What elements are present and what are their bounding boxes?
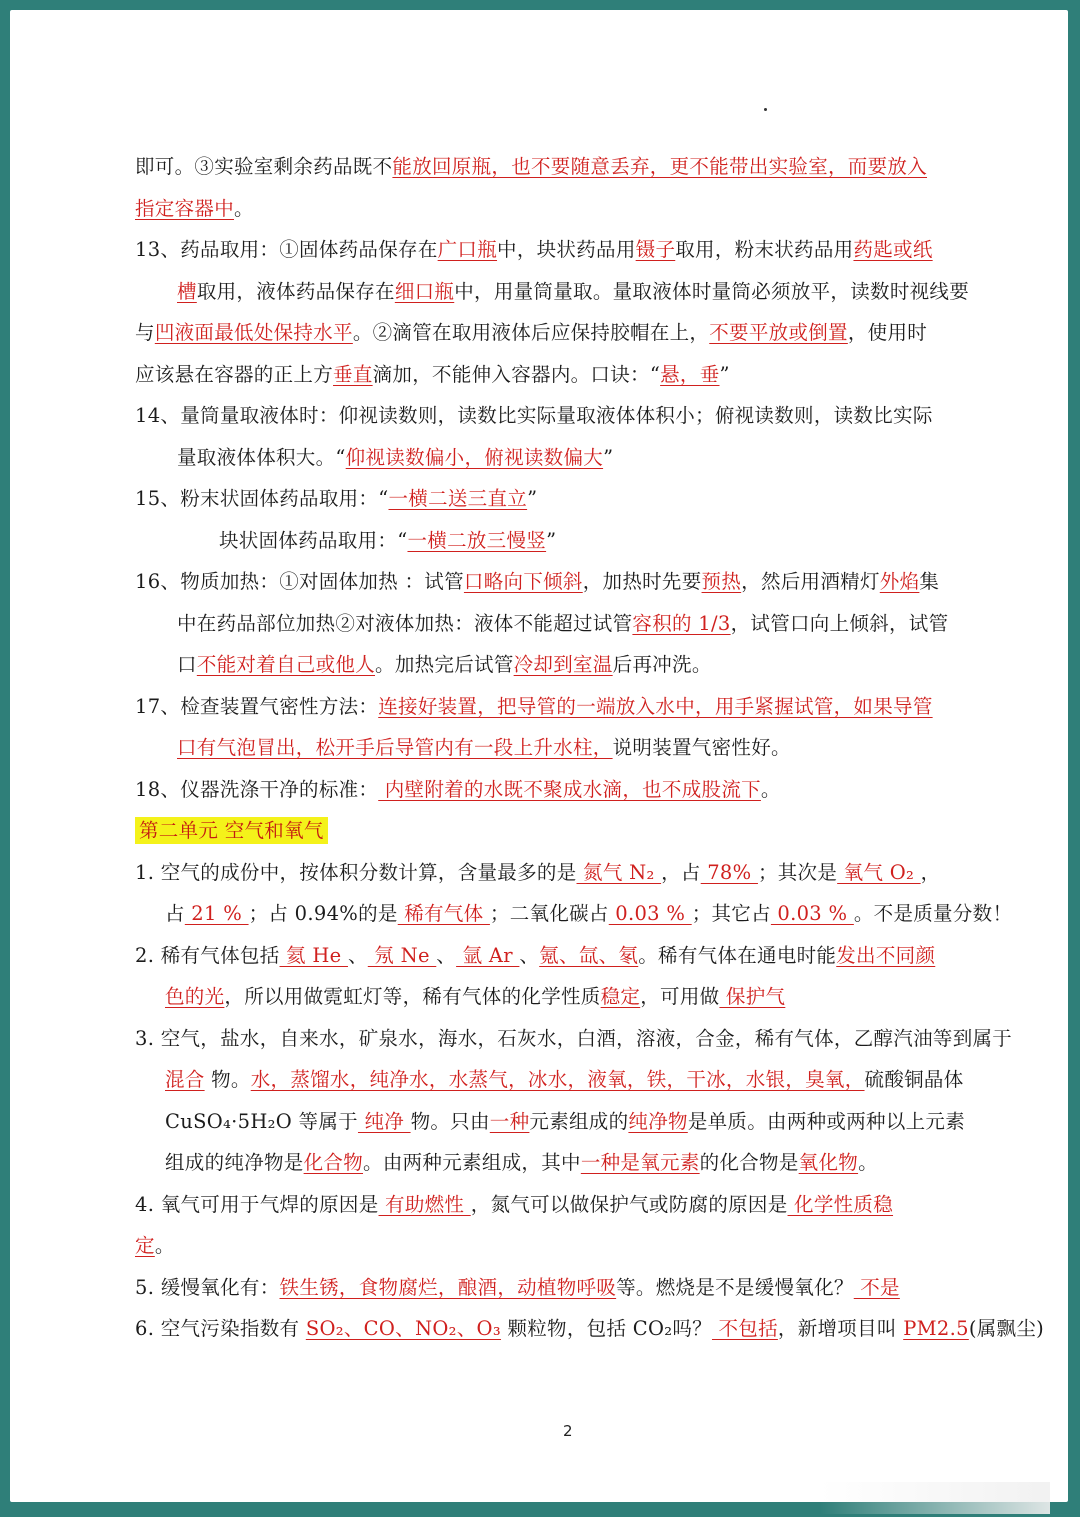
body-text: 。: [234, 196, 254, 220]
body-text: 与: [135, 321, 155, 344]
body-text: ，试管口向上倾斜，试管: [730, 611, 949, 635]
body-text: ，新增项目叫: [777, 1317, 904, 1340]
text-line: [135, 188, 1005, 230]
text-line: [135, 395, 1005, 437]
body-text: 。: [154, 1234, 175, 1257]
body-text: ”: [546, 528, 557, 552]
answer-text: 广口瓶: [437, 238, 498, 261]
answer-text: 悬，垂: [660, 362, 720, 386]
answer-text: 稳定: [600, 985, 641, 1008]
text-line: [135, 354, 1005, 396]
body-text: ；占 0.94%的是: [248, 902, 398, 925]
body-text: ；其它占: [691, 902, 771, 925]
body-text: 组成的纯净物是: [165, 1151, 304, 1174]
text-line: [135, 1184, 1005, 1226]
body-text: 。: [760, 777, 781, 801]
answer-text: 发出不同颜: [836, 943, 936, 967]
body-text: ”: [527, 487, 538, 510]
body-text: 。稀有气体在通电时能: [638, 943, 837, 967]
body-text: 的化合物是: [699, 1151, 799, 1174]
body-text: 、: [436, 943, 457, 967]
body-text: 1. 空气的成份中，按体积分数计算，含量最多的是: [135, 860, 577, 884]
answer-text: 连接好装置，把导管的一端放入水中，用手紧握试管，如果导管: [378, 694, 933, 718]
body-text: 17、检查装置气密性方法：: [135, 694, 379, 718]
watermark-fade: [820, 1482, 1050, 1514]
body-text: 物。: [204, 1068, 251, 1091]
answer-text: SO₂、CO、NO₂、O₃: [305, 1317, 501, 1340]
text-line: [135, 520, 1005, 562]
text-line: [135, 686, 1005, 728]
text-line: [135, 1142, 1005, 1184]
text-line: [135, 852, 1005, 894]
body-text: 中，块状药品用: [497, 238, 636, 261]
answer-text: 氧化物: [798, 1151, 859, 1174]
text-line: [135, 769, 1005, 811]
answer-text: 口有气泡冒出，松开手后导管内有一段上升水柱，: [177, 736, 613, 759]
answer-text: 药匙或纸: [853, 238, 933, 261]
answer-text: 一横二放三慢竖: [407, 528, 547, 552]
body-text: 。加热完后试管: [375, 653, 514, 676]
body-text: ”: [603, 445, 614, 469]
text-line: [135, 1267, 1005, 1309]
text-line: [135, 935, 1005, 977]
answer-text: 定: [135, 1234, 155, 1257]
answer-text: 铁生锈，食物腐烂，酿酒，动植物呼吸: [279, 1275, 617, 1299]
body-text: 。②滴管在取用液体后应保持胶帽在上，: [352, 321, 710, 344]
answer-text: 色的光: [165, 985, 225, 1008]
body-text: 2. 稀有气体包括: [135, 943, 280, 967]
answer-text: 78%: [700, 860, 758, 884]
answer-text: 垂直: [333, 362, 373, 386]
text-line: [135, 603, 1005, 645]
page-number: 2: [563, 1422, 573, 1440]
body-text: CuSO₄·5H₂O 等属于: [165, 1109, 358, 1133]
body-text: ，然后用酒精灯: [741, 570, 880, 593]
body-text: 是单质。由两种或两种以上元素: [687, 1109, 966, 1133]
answer-text: 化合物: [303, 1151, 364, 1174]
body-text: 占: [165, 902, 185, 925]
text-line: [135, 1018, 1013, 1060]
answer-text: 稀有气体: [397, 902, 490, 925]
document-page: [10, 10, 1068, 1502]
text-line: [135, 976, 1005, 1018]
body-text: 取用，粉末状药品用: [675, 238, 854, 261]
body-text: ；其次是: [757, 860, 838, 884]
body-text: 滴加，不能伸入容器内。口诀：“: [372, 362, 661, 386]
section-heading-line: [135, 810, 1005, 852]
body-text: 14、量筒量取液体时：仰视读数则，读数比实际量取液体体积小；俯视读数则，读数比实际: [135, 404, 933, 427]
answer-text: 0.03 %: [608, 902, 692, 925]
text-line: [135, 1059, 1005, 1101]
text-line: [135, 146, 1005, 188]
text-line: [135, 271, 1005, 313]
answer-text: PM2.5: [903, 1317, 969, 1340]
section-heading: 第二单元 空气和氧气: [135, 817, 328, 844]
answer-text: 氖 Ne: [367, 943, 437, 967]
answer-text: 氩 Ar: [456, 943, 520, 967]
body-text: 3. 空气，盐水，自来水，矿泉水，海水，石灰水，白酒，溶液，合金，稀有气体，乙醇汽油等到属于: [135, 1026, 1013, 1050]
answer-text: 一种: [489, 1109, 530, 1133]
answer-text: 不能对着自己或他人: [196, 653, 376, 676]
answer-text: 细口瓶: [394, 279, 455, 303]
answer-text: 纯净: [357, 1109, 411, 1133]
body-text: 说明装置气密性好。: [612, 736, 791, 759]
text-line: [135, 312, 1005, 354]
body-text: 。不是质量分数！: [853, 902, 1013, 925]
answer-text: 21 %: [184, 902, 249, 925]
answer-text: 一横二送三直立: [388, 487, 528, 510]
body-text: 、: [519, 943, 540, 967]
text-line: [135, 229, 1005, 271]
body-text: 即可。③实验室剩余药品既不: [135, 155, 393, 178]
body-text: 。由两种元素组成，其中: [363, 1151, 581, 1174]
answer-text: 容积的 1/3: [632, 611, 731, 635]
body-text: 5. 缓慢氧化有：: [135, 1275, 280, 1299]
page-content: [135, 146, 1045, 1350]
answer-text: 仰视读数偏小，俯视读数偏大: [345, 445, 604, 469]
body-text: ，所以用做霓虹灯等，稀有气体的化学性质: [224, 985, 601, 1008]
body-text: 等。燃烧是不是缓慢氧化？: [616, 1275, 854, 1299]
body-text: 中，用量筒量取。量取液体时量筒必须放平，读数时视线要: [454, 279, 970, 303]
answer-text: 有助燃性: [378, 1192, 471, 1216]
answer-text: 槽: [177, 279, 197, 303]
body-text: 4. 氧气可用于气焊的原因是: [135, 1192, 379, 1216]
body-text: ，占: [661, 860, 701, 884]
body-text: 、: [347, 943, 368, 967]
body-text: 元素组成的: [529, 1109, 629, 1133]
answer-text: 能放回原瓶，也不要随意丢弃，更不能带出实验室，而要放入: [392, 155, 928, 178]
answer-text: 镊子: [635, 238, 676, 261]
text-line: [135, 561, 1005, 603]
body-text: 颗粒物，包括 CO₂吗？: [500, 1317, 712, 1340]
body-text: 13、药品取用：①固体药品保存在: [135, 238, 438, 261]
answer-text: 一种是氧元素: [580, 1151, 700, 1174]
body-text: 口: [177, 653, 197, 676]
body-text: 6. 空气污染指数有: [135, 1317, 306, 1340]
body-text: 16、物质加热：①对固体加热 ：试管: [135, 570, 464, 593]
text-line: [135, 1101, 1005, 1143]
answer-text: 预热: [701, 570, 742, 593]
stray-mark: [764, 108, 767, 111]
answer-text: 不包括: [711, 1317, 778, 1340]
answer-text: 纯净物: [628, 1109, 688, 1133]
answer-text: 冷却到室温: [513, 653, 613, 676]
answer-text: 化学性质稳: [787, 1192, 894, 1216]
body-text: 后再冲洗。: [612, 653, 712, 676]
text-line: [135, 1308, 1045, 1350]
body-text: ，加热时先要: [582, 570, 702, 593]
text-line: [135, 727, 1005, 769]
body-text: 块状固体药品取用：“: [219, 528, 408, 552]
answer-text: 氧气 O₂: [837, 860, 921, 884]
answer-text: 水，蒸馏水，纯净水，水蒸气，冰水，液氧，铁，干冰，水银，臭氧，: [250, 1068, 865, 1091]
answer-text: 外焰: [879, 570, 920, 593]
body-text: ，使用时: [847, 321, 928, 344]
answer-text: 不是: [853, 1275, 900, 1299]
answer-text: 保护气: [719, 985, 786, 1008]
answer-text: 不要平放或倒置: [709, 321, 848, 344]
body-text: ”: [719, 362, 730, 386]
body-text: 中在药品部位加热②对液体加热：液体不能超过试管: [177, 611, 633, 635]
body-text: 15、粉末状固体药品取用：“: [135, 487, 389, 510]
answer-text: 氪、氙、氡: [539, 943, 639, 967]
body-text: 应该悬在容器的正上方: [135, 362, 334, 386]
answer-text: 混合: [165, 1068, 205, 1091]
body-text: (属飘尘): [968, 1317, 1045, 1340]
body-text: 量取液体体积大。“: [177, 445, 346, 469]
body-text: 集: [919, 570, 940, 593]
text-line: [135, 478, 1005, 520]
body-text: ，可用做: [640, 985, 720, 1008]
body-text: ，: [920, 860, 941, 884]
answer-text: 氦 He: [279, 943, 348, 967]
answer-text: 凹液面最低处保持水平: [154, 321, 353, 344]
body-text: 。: [858, 1151, 878, 1174]
body-text: 取用，液体药品保存在: [196, 279, 395, 303]
answer-text: 口略向下倾斜: [463, 570, 583, 593]
body-text: 18、仪器洗涤干净的标准：: [135, 777, 379, 801]
body-text: 物。只由: [410, 1109, 490, 1133]
text-line: [135, 437, 1005, 479]
text-line: [135, 1225, 1005, 1267]
answer-text: 0.03 %: [770, 902, 854, 925]
text-line: [135, 893, 1013, 935]
body-text: 硫酸铜晶体: [864, 1068, 964, 1091]
text-line: [135, 644, 1005, 686]
body-text: ；二氧化碳占: [489, 902, 609, 925]
answer-text: 氮气 N₂: [576, 860, 662, 884]
body-text: ，氮气可以做保护气或防腐的原因是: [470, 1192, 788, 1216]
answer-text: 指定容器中: [135, 196, 235, 220]
answer-text: 内壁附着的水既不聚成水滴，也不成股流下: [378, 777, 761, 801]
